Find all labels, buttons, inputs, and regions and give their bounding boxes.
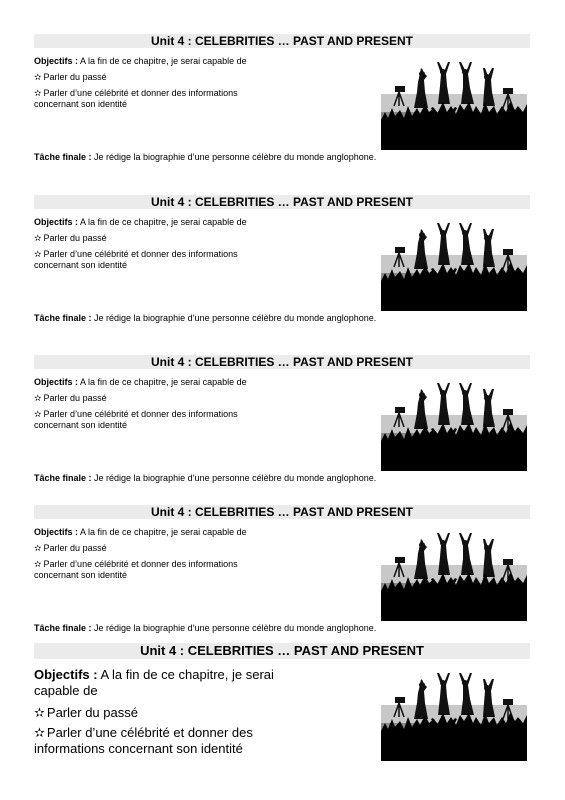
card-title: Unit 4 : CELEBRITIES … PAST AND PRESENT (34, 34, 530, 48)
objective-item-text: Parler d’une célébrité et donner des informations concernant son identité (34, 249, 238, 270)
objective-item-text: Parler du passé (46, 705, 138, 720)
star-icon: ✫ (34, 705, 45, 720)
star-icon: ✫ (34, 72, 42, 82)
objectives-line (34, 56, 274, 67)
objective-item-text: Parler d’une célébrité et donner des informations concernant son identité (34, 725, 253, 756)
objective-item-text: Parler du passé (43, 393, 107, 403)
star-icon: ✫ (34, 393, 42, 403)
objectives-line (34, 377, 274, 388)
star-icon: ✫ (34, 233, 42, 243)
final-task-text: Je rédige la biographie d’une personne célèbre du monde anglophone. (91, 473, 377, 483)
objective-item-text: Parler d’une célébrité et donner des informations concernant son identité (34, 559, 238, 580)
final-task-text: Je rédige la biographie d’une personne célèbre du monde anglophone. (91, 313, 377, 323)
objectives-text: A la fin de ce chapitre, je serai capable de (78, 56, 247, 66)
final-task-label: Tâche finale : (34, 623, 92, 633)
objective-item-1 (34, 233, 274, 244)
worksheet-card-3 (34, 355, 530, 485)
final-task-label: Tâche finale : (34, 313, 92, 323)
star-icon: ✫ (34, 88, 42, 98)
final-task-line (34, 473, 376, 484)
objectives-label: Objectifs : (34, 377, 79, 387)
card-title: Unit 4 : CELEBRITIES … PAST AND PRESENT (34, 643, 530, 659)
star-icon: ✫ (34, 559, 42, 569)
worksheet-card-4 (34, 505, 530, 635)
objective-item-2 (34, 725, 284, 757)
worksheet-card-1 (34, 34, 530, 164)
celebrity-stage-image (381, 60, 527, 150)
objective-item-2 (34, 409, 274, 431)
final-task-line (34, 152, 376, 163)
objectives-line (34, 217, 274, 228)
objective-item-2 (34, 249, 274, 271)
objectives-text: A la fin de ce chapitre, je serai capable de (34, 667, 274, 698)
star-icon: ✫ (34, 409, 42, 419)
final-task-text: Je rédige la biographie d’une personne célèbre du monde anglophone. (91, 623, 377, 633)
objectives-label: Objectifs : (34, 667, 98, 682)
objective-item-1 (34, 705, 284, 721)
objectives-label: Objectifs : (34, 527, 79, 537)
celebrity-stage-image (381, 221, 527, 311)
objectives-line (34, 527, 274, 538)
objectives-text: A la fin de ce chapitre, je serai capable de (78, 217, 247, 227)
celebrity-stage-image (381, 381, 527, 471)
objective-item-1 (34, 72, 274, 83)
objectives-text: A la fin de ce chapitre, je serai capable de (78, 527, 247, 537)
card-title: Unit 4 : CELEBRITIES … PAST AND PRESENT (34, 505, 530, 519)
worksheet-card-2 (34, 195, 530, 325)
objectives-label: Objectifs : (34, 217, 79, 227)
final-task-line (34, 623, 376, 634)
objective-item-text: Parler d’une célébrité et donner des informations concernant son identité (34, 88, 238, 109)
objective-item-text: Parler d’une célébrité et donner des informations concernant son identité (34, 409, 238, 430)
objective-item-text: Parler du passé (43, 72, 107, 82)
celebrity-stage-image (381, 671, 527, 761)
final-task-label: Tâche finale : (34, 152, 92, 162)
objective-item-2 (34, 559, 274, 581)
card-title: Unit 4 : CELEBRITIES … PAST AND PRESENT (34, 195, 530, 209)
worksheet-card-5 (34, 643, 530, 768)
final-task-label: Tâche finale : (34, 473, 92, 483)
star-icon: ✫ (34, 543, 42, 553)
objective-item-2 (34, 88, 274, 110)
card-title: Unit 4 : CELEBRITIES … PAST AND PRESENT (34, 355, 530, 369)
objective-item-1 (34, 543, 274, 554)
objective-item-text: Parler du passé (43, 233, 107, 243)
star-icon: ✫ (34, 725, 45, 740)
final-task-text: Je rédige la biographie d’une personne célèbre du monde anglophone. (91, 152, 377, 162)
objectives-line (34, 667, 274, 699)
final-task-line (34, 313, 376, 324)
objective-item-1 (34, 393, 274, 404)
objectives-label: Objectifs : (34, 56, 79, 66)
star-icon: ✫ (34, 249, 42, 259)
objectives-text: A la fin de ce chapitre, je serai capable de (78, 377, 247, 387)
celebrity-stage-image (381, 531, 527, 621)
objective-item-text: Parler du passé (43, 543, 107, 553)
